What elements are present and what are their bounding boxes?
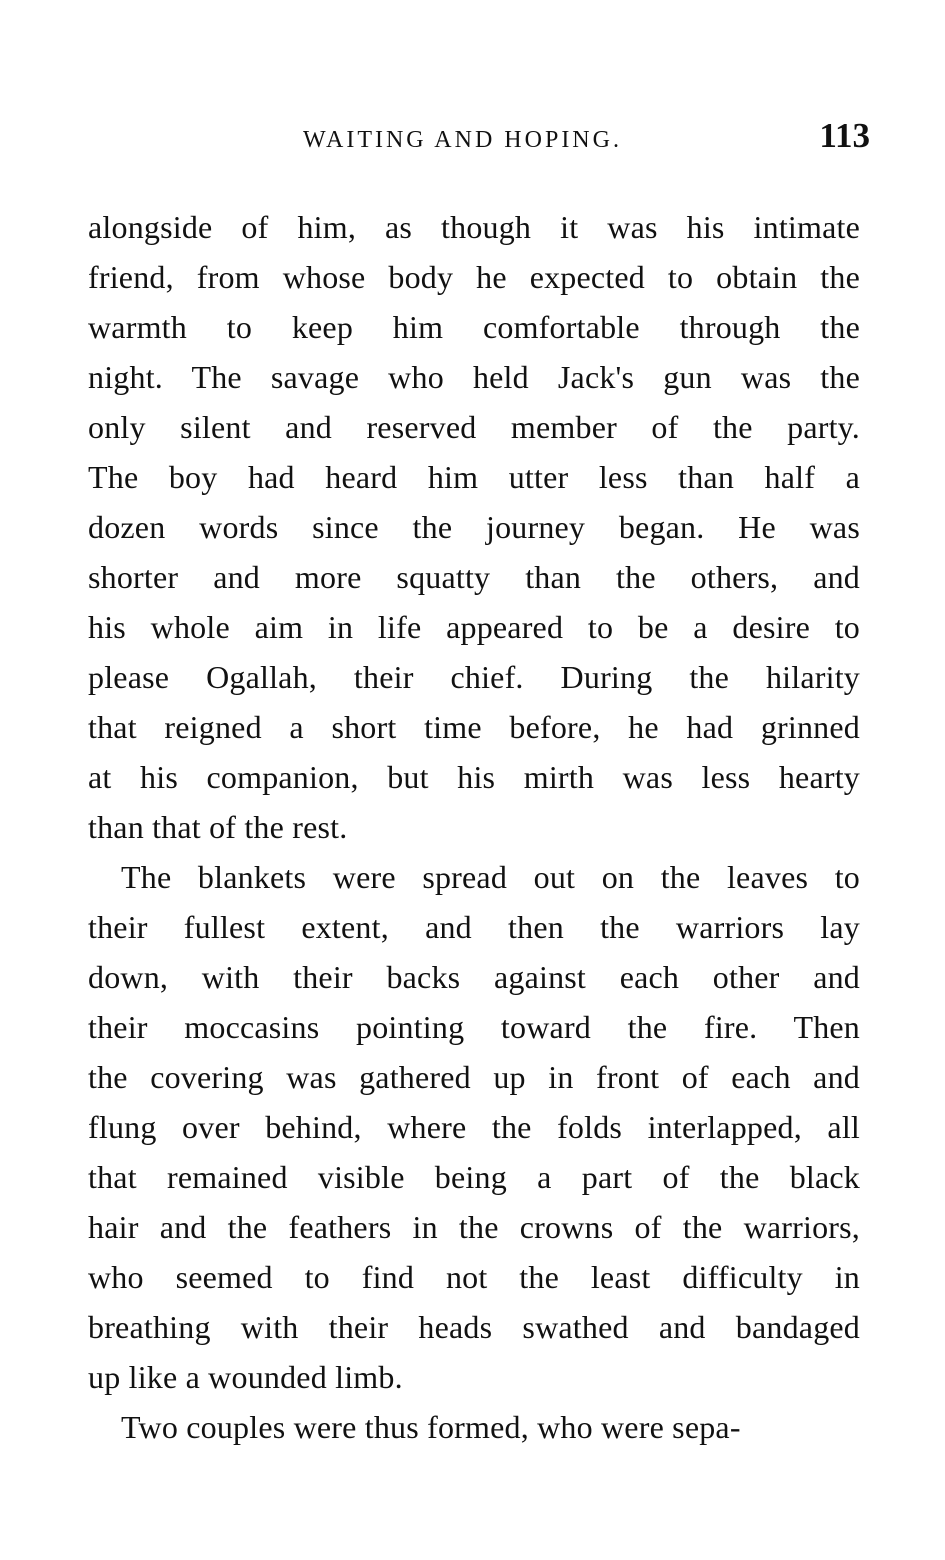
text-line: friend, from whose body he expected to obtain the [88,259,860,295]
text-line: The blankets were spread out on the leaves to [121,859,860,895]
text-line: alongside of him, as though it was his intimate [88,209,860,245]
text-line: the covering was gathered up in front of each and [88,1059,860,1095]
text-line: than that of the rest. [88,809,348,845]
text-line: flung over behind, where the folds interlapped, all [88,1109,860,1145]
text-line: that reigned a short time before, he had grinned [88,709,860,745]
text-line: night. The savage who held Jack's gun was the [88,359,860,395]
text-line: who seemed to find not the least difficulty in [88,1259,860,1295]
text-line: down, with their backs against each other and [88,959,860,995]
body-text [88,202,860,1452]
paragraph-3 [88,1402,860,1452]
text-line: please Ogallah, their chief. During the hilarity [88,659,860,695]
paragraph-1 [88,202,860,852]
running-head [90,118,870,158]
running-title: WAITING AND HOPING. [303,127,622,153]
text-line: Two couples were thus formed, who were sepa- [121,1409,741,1445]
paragraph-2 [88,852,860,1402]
text-line: dozen words since the journey began. He was [88,509,860,545]
text-line: shorter and more squatty than the others, and [88,559,860,595]
text-line: their moccasins pointing toward the fire. Then [88,1009,860,1045]
page-number: 113 [819,116,870,155]
text-line: breathing with their heads swathed and bandaged [88,1309,860,1345]
text-line: at his companion, but his mirth was less hearty [88,759,860,795]
text-line: his whole aim in life appeared to be a desire to [88,609,860,645]
text-line: hair and the feathers in the crowns of the warriors, [88,1209,860,1245]
text-line: warmth to keep him comfortable through the [88,309,860,345]
text-line: The boy had heard him utter less than half a [88,459,860,495]
text-line: only silent and reserved member of the party. [88,409,860,445]
text-line: their fullest extent, and then the warriors lay [88,909,860,945]
text-line: that remained visible being a part of the black [88,1159,860,1195]
text-line: up like a wounded limb. [88,1359,403,1395]
